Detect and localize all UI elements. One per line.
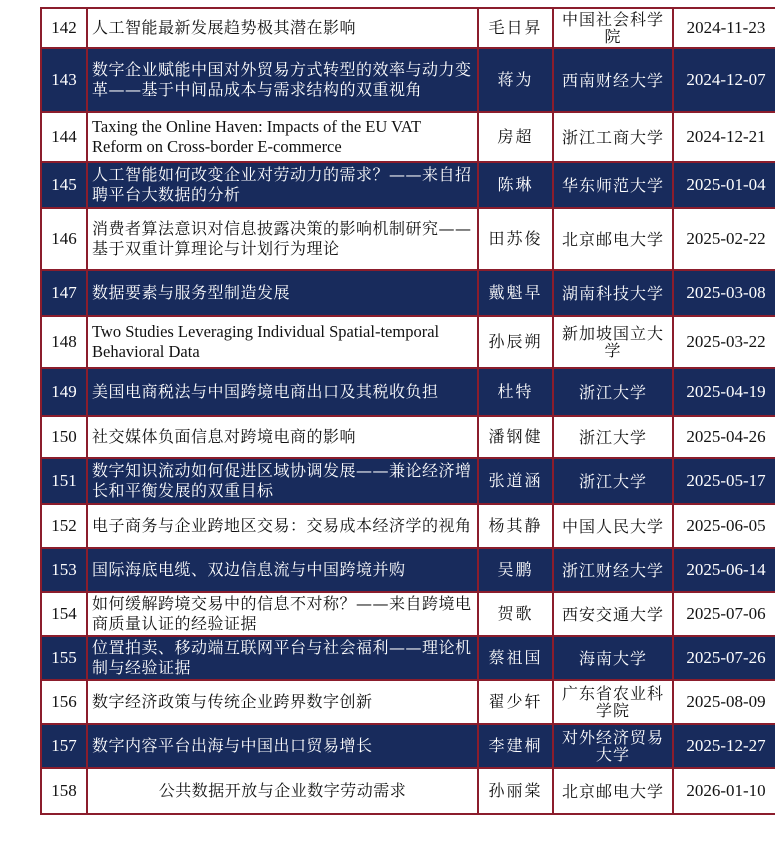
speaker-institution: 广东省农业科学院 [554, 681, 674, 725]
speaker-name: 潘钢健 [479, 417, 554, 459]
table-row [42, 163, 775, 209]
talk-date: 2025-07-06 [674, 593, 775, 637]
row-number: 149 [42, 369, 88, 417]
talk-title: Taxing the Online Haven: Impacts of the EU VAT Reform on Cross-border E-commerce [88, 113, 479, 163]
table-row [42, 113, 775, 163]
speaker-institution: 海南大学 [554, 637, 674, 681]
table-row [42, 725, 775, 769]
talk-title: 美国电商税法与中国跨境电商出口及其税收负担 [88, 369, 479, 417]
talk-date: 2024-11-23 [674, 9, 775, 49]
talk-title: 公共数据开放与企业数字劳动需求 [88, 769, 479, 813]
row-number: 151 [42, 459, 88, 505]
talk-title: 数字经济政策与传统企业跨界数字创新 [88, 681, 479, 725]
talk-title: 消费者算法意识对信息披露决策的影响机制研究——基于双重计算理论与计划行为理论 [88, 209, 479, 271]
table-row [42, 271, 775, 317]
talk-date: 2026-01-10 [674, 769, 775, 813]
talk-title: Two Studies Leveraging Individual Spatial-temporal Behavioral Data [88, 317, 479, 369]
talk-title: 人工智能最新发展趋势极其潜在影响 [88, 9, 479, 49]
row-number: 148 [42, 317, 88, 369]
talk-title: 位置拍卖、移动端互联网平台与社会福利——理论机制与经验证据 [88, 637, 479, 681]
speaker-institution: 北京邮电大学 [554, 769, 674, 813]
row-number: 143 [42, 49, 88, 113]
speaker-name: 田苏俊 [479, 209, 554, 271]
talk-date: 2025-02-22 [674, 209, 775, 271]
speaker-institution: 湖南科技大学 [554, 271, 674, 317]
speaker-name: 吴鹏 [479, 549, 554, 593]
talk-date: 2025-08-09 [674, 681, 775, 725]
speaker-institution: 华东师范大学 [554, 163, 674, 209]
row-number: 146 [42, 209, 88, 271]
talk-date: 2025-07-26 [674, 637, 775, 681]
talk-date: 2025-01-04 [674, 163, 775, 209]
row-number: 147 [42, 271, 88, 317]
row-number: 153 [42, 549, 88, 593]
row-number: 144 [42, 113, 88, 163]
row-number: 155 [42, 637, 88, 681]
talk-date: 2025-04-26 [674, 417, 775, 459]
speaker-institution: 中国人民大学 [554, 505, 674, 549]
talk-date: 2025-04-19 [674, 369, 775, 417]
talk-date: 2025-06-14 [674, 549, 775, 593]
table-row [42, 9, 775, 49]
speaker-name: 房超 [479, 113, 554, 163]
table-row [42, 417, 775, 459]
talk-date: 2024-12-07 [674, 49, 775, 113]
table-row [42, 681, 775, 725]
speaker-name: 翟少轩 [479, 681, 554, 725]
table-row [42, 769, 775, 813]
speaker-name: 孙丽棠 [479, 769, 554, 813]
table-row [42, 593, 775, 637]
table-row [42, 209, 775, 271]
table-row [42, 459, 775, 505]
table-row [42, 637, 775, 681]
speaker-institution: 西安交通大学 [554, 593, 674, 637]
table-row [42, 49, 775, 113]
speaker-name: 孙辰朔 [479, 317, 554, 369]
talk-title: 数字企业赋能中国对外贸易方式转型的效率与动力变革——基于中间品成本与需求结构的双重视角 [88, 49, 479, 113]
speaker-institution: 西南财经大学 [554, 49, 674, 113]
table-row [42, 505, 775, 549]
talk-date: 2025-06-05 [674, 505, 775, 549]
speaker-institution: 中国社会科学院 [554, 9, 674, 49]
speaker-institution: 浙江大学 [554, 459, 674, 505]
speaker-institution: 浙江大学 [554, 417, 674, 459]
row-number: 145 [42, 163, 88, 209]
speaker-institution: 北京邮电大学 [554, 209, 674, 271]
speaker-name: 杨其静 [479, 505, 554, 549]
row-number: 154 [42, 593, 88, 637]
talk-title: 数据要素与服务型制造发展 [88, 271, 479, 317]
talk-title: 国际海底电缆、双边信息流与中国跨境并购 [88, 549, 479, 593]
talk-date: 2025-12-27 [674, 725, 775, 769]
seminar-schedule-table [40, 7, 775, 815]
speaker-name: 陈琳 [479, 163, 554, 209]
talk-title: 社交媒体负面信息对跨境电商的影响 [88, 417, 479, 459]
speaker-name: 杜特 [479, 369, 554, 417]
table-row [42, 369, 775, 417]
talk-date: 2025-03-08 [674, 271, 775, 317]
row-number: 158 [42, 769, 88, 813]
speaker-name: 蒋为 [479, 49, 554, 113]
row-number: 152 [42, 505, 88, 549]
speaker-institution: 浙江财经大学 [554, 549, 674, 593]
table-row [42, 549, 775, 593]
talk-title: 数字知识流动如何促进区域协调发展——兼论经济增长和平衡发展的双重目标 [88, 459, 479, 505]
talk-date: 2025-03-22 [674, 317, 775, 369]
talk-date: 2024-12-21 [674, 113, 775, 163]
speaker-name: 张道涵 [479, 459, 554, 505]
row-number: 150 [42, 417, 88, 459]
talk-title: 数字内容平台出海与中国出口贸易增长 [88, 725, 479, 769]
speaker-institution: 浙江大学 [554, 369, 674, 417]
speaker-name: 戴魁早 [479, 271, 554, 317]
speaker-name: 毛日昇 [479, 9, 554, 49]
talk-date: 2025-05-17 [674, 459, 775, 505]
table-row [42, 317, 775, 369]
talk-title: 电子商务与企业跨地区交易：交易成本经济学的视角 [88, 505, 479, 549]
talk-title: 如何缓解跨境交易中的信息不对称？——来自跨境电商质量认证的经验证据 [88, 593, 479, 637]
speaker-institution: 浙江工商大学 [554, 113, 674, 163]
speaker-name: 李建桐 [479, 725, 554, 769]
speaker-institution: 对外经济贸易大学 [554, 725, 674, 769]
schedule-table-container [40, 7, 766, 815]
talk-title: 人工智能如何改变企业对劳动力的需求？——来自招聘平台大数据的分析 [88, 163, 479, 209]
speaker-name: 蔡祖国 [479, 637, 554, 681]
row-number: 157 [42, 725, 88, 769]
row-number: 156 [42, 681, 88, 725]
row-number: 142 [42, 9, 88, 49]
speaker-institution: 新加坡国立大学 [554, 317, 674, 369]
speaker-name: 贺歌 [479, 593, 554, 637]
